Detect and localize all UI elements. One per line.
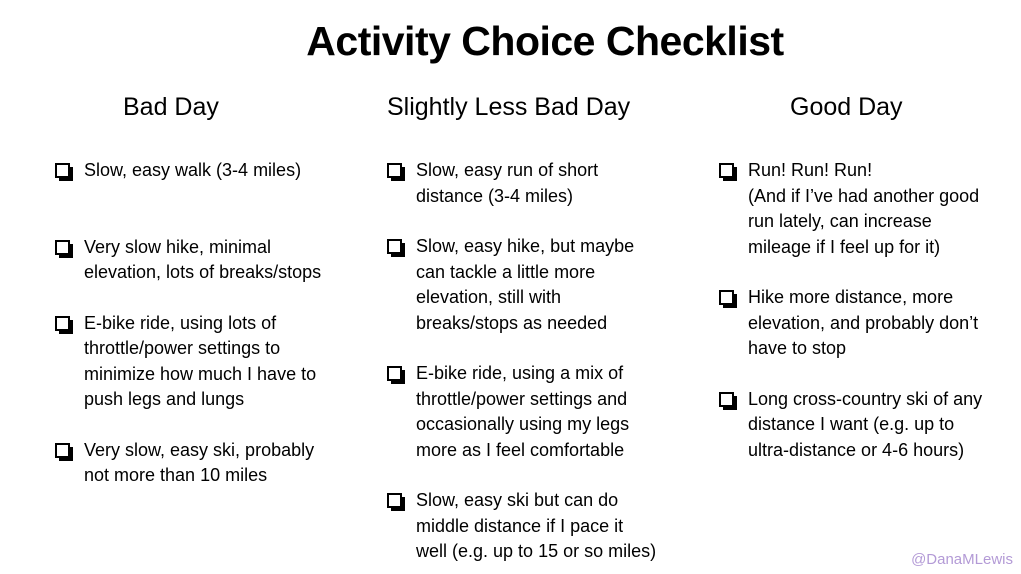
- column-good-day: [719, 93, 1014, 463]
- checkbox-icon[interactable]: [387, 366, 402, 381]
- checkbox-icon[interactable]: [55, 163, 70, 178]
- checklist-item-text: Hike more distance, more elevation, and probably don’t have to stop: [748, 287, 979, 358]
- checklist-item-text: Slow, easy ski but can do middle distance if I pace it well (e.g. up to 15 or so miles): [416, 490, 657, 561]
- checklist-item: [387, 488, 687, 565]
- checklist-item-text: Very slow, easy ski, probably not more than 10 miles: [84, 439, 315, 485]
- checklist-slightly-less-bad-day: [387, 158, 687, 565]
- checklist-item: [719, 387, 1014, 464]
- checklist-item: [387, 234, 687, 336]
- checklist-item-text: Slow, easy walk (3-4 miles): [84, 160, 302, 180]
- checkbox-icon[interactable]: [387, 163, 402, 178]
- checkbox-icon[interactable]: [55, 240, 70, 255]
- checklist-item: [55, 158, 355, 184]
- page-title: Activity Choice Checklist: [306, 18, 784, 64]
- checklist-item-text: Very slow hike, minimal elevation, lots of breaks/stops: [84, 236, 322, 282]
- checklist-item-text: E-bike ride, using a mix of throttle/power settings and occasionally using my legs more as I feel comfortable: [416, 363, 630, 460]
- checkbox-icon[interactable]: [387, 239, 402, 254]
- checklist-good-day: [719, 158, 1014, 463]
- checklist-item: [55, 311, 355, 413]
- checkbox-icon[interactable]: [719, 290, 734, 305]
- column-bad-day: [55, 93, 355, 489]
- column-heading-slightly-less-bad-day: Slightly Less Bad Day: [387, 93, 631, 121]
- checklist-item: [719, 285, 1014, 362]
- author-handle: @DanaMLewis: [911, 551, 1013, 568]
- checklist-item-text: Run! Run! Run! (And if I’ve had another good run lately, can increase mileage if I feel up for it): [748, 160, 980, 257]
- checklist-item: [55, 235, 355, 286]
- column-heading-good-day: Good Day: [790, 93, 903, 121]
- checklist-item: [387, 361, 687, 463]
- checklist-item: [55, 438, 355, 489]
- checkbox-icon[interactable]: [387, 493, 402, 508]
- checklist-item-text: Long cross-country ski of any distance I want (e.g. up to ultra-distance or 4-6 hours): [748, 388, 983, 460]
- checklist-item-text: Slow, easy hike, but maybe can tackle a little more elevation, still with breaks/stops as needed: [416, 236, 635, 333]
- checkbox-icon[interactable]: [719, 392, 734, 407]
- checklist-item-text: E-bike ride, using lots of throttle/power settings to minimize how much I have to push legs and lungs: [84, 312, 317, 409]
- column-heading-bad-day: Bad Day: [123, 93, 219, 121]
- column-slightly-less-bad-day: [387, 93, 687, 565]
- checklist-item-text: Slow, easy run of short distance (3-4 miles): [416, 160, 599, 206]
- checklist-bad-day: [55, 158, 355, 489]
- checkbox-icon[interactable]: [55, 443, 70, 458]
- checklist-item: [719, 158, 1014, 260]
- checkbox-icon[interactable]: [719, 163, 734, 178]
- checkbox-icon[interactable]: [55, 316, 70, 331]
- checklist-item: [387, 158, 687, 209]
